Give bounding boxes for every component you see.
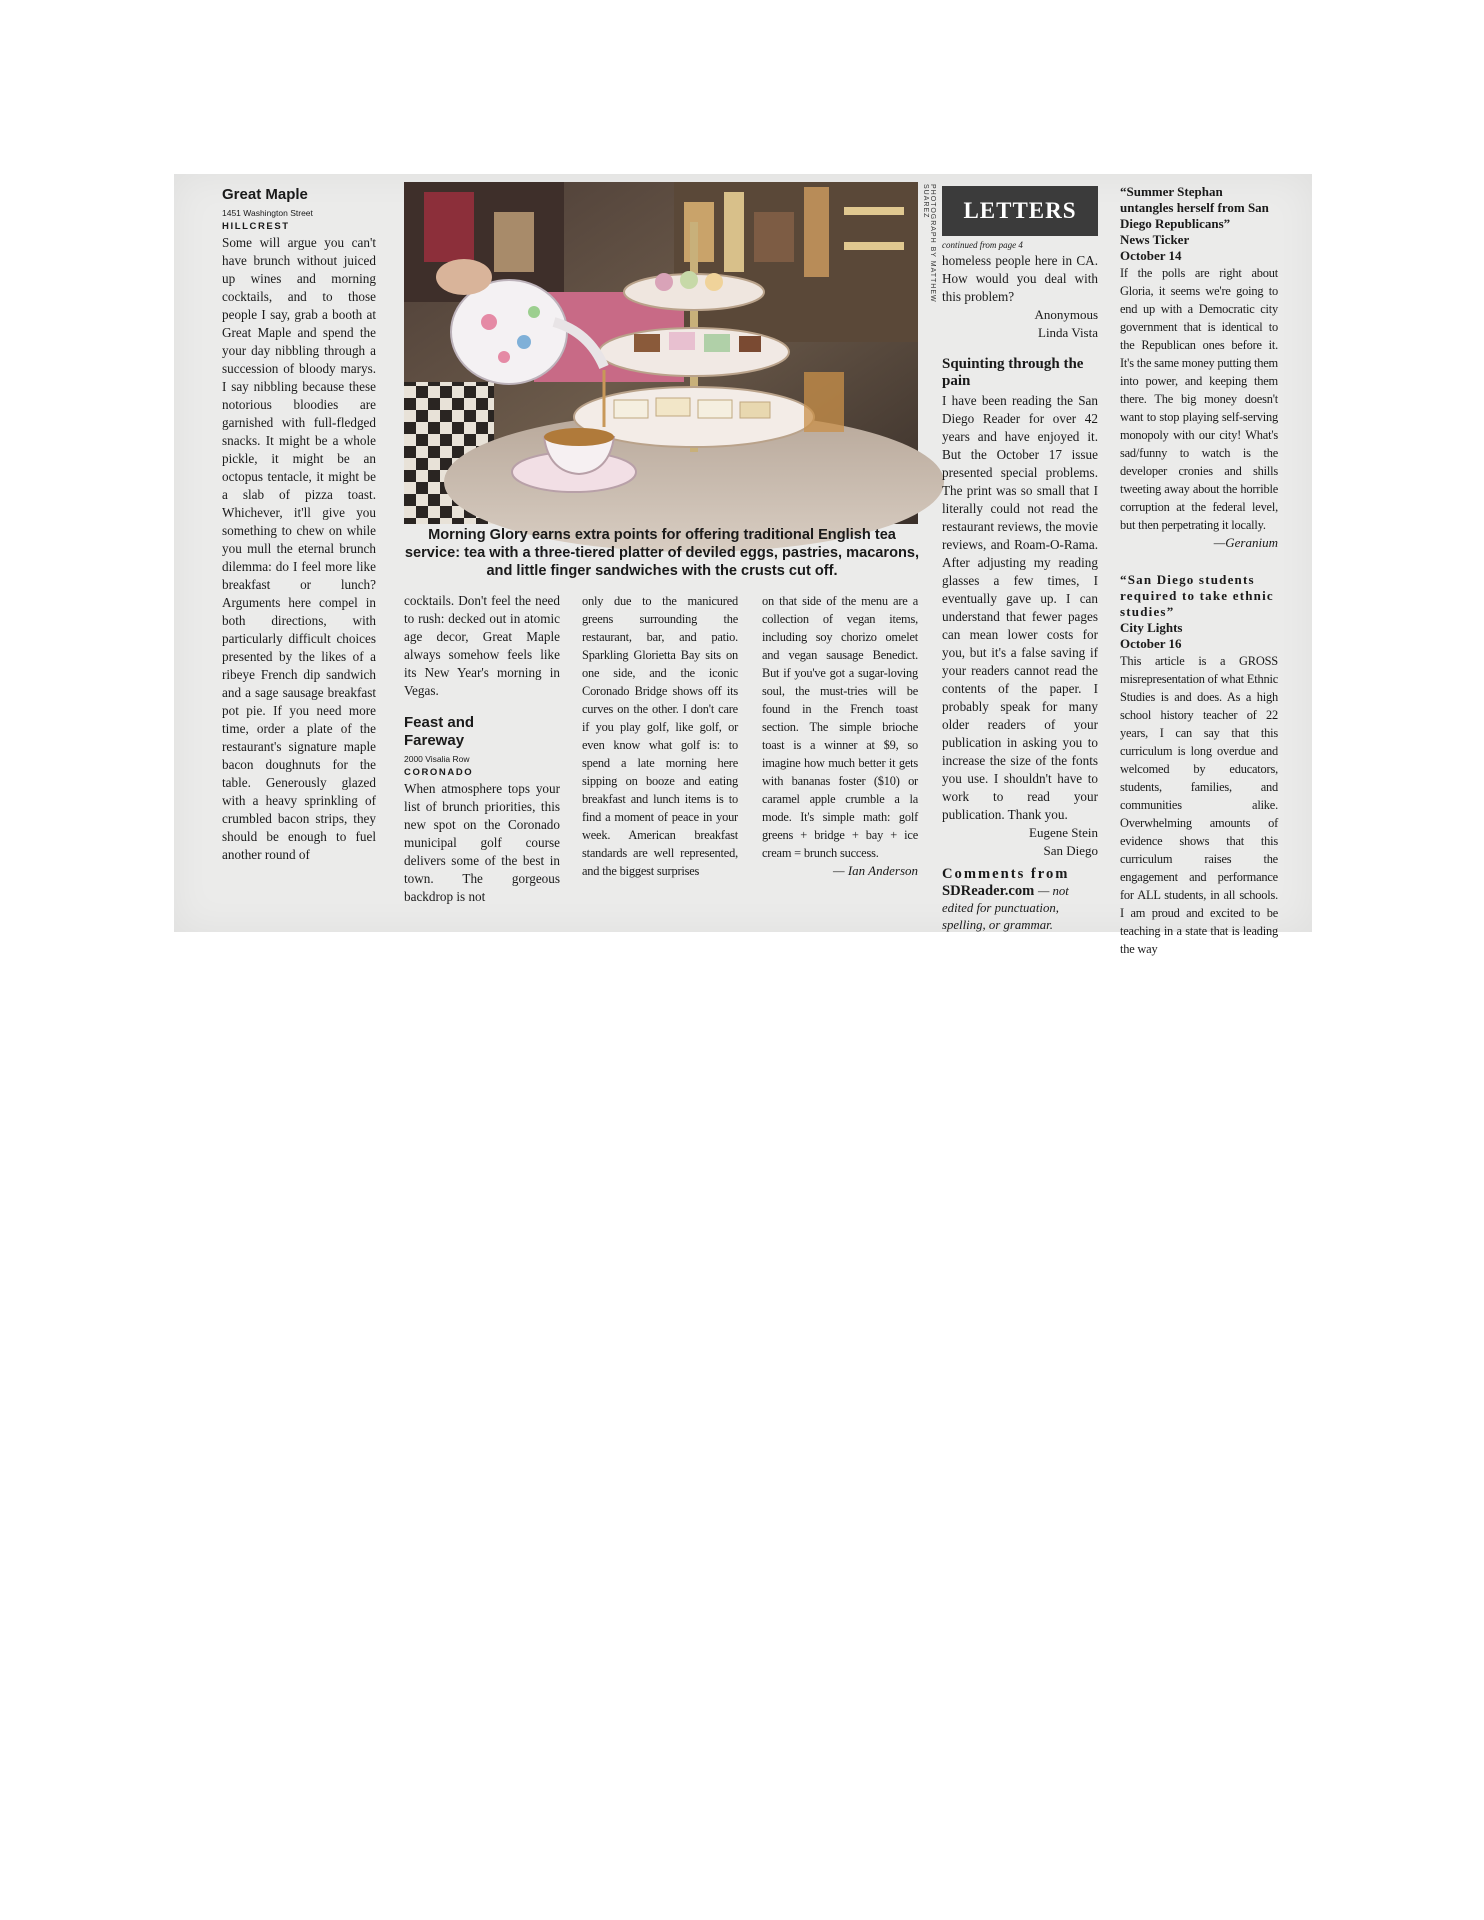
restaurant-heading: Great Maple [222,186,308,203]
photo-caption: Morning Glory earns extra points for offering traditional English tea service: tea with a three-tiered platter of deviled eggs, pastries, macarons, and little finger sandwiches with the crusts cut off. [404,527,920,579]
comment-section: City Lights [1120,620,1183,635]
comments-title: Comments from [942,866,1070,882]
restaurant-neighborhood: CORONADO [404,767,474,778]
newspaper-clipping [174,174,1312,956]
letter-text: I have been reading the San Diego Reader for over 42 years and have enjoyed it. But the October 17 issue presented special problems. The print was so small that I literally could not read the restaurant reviews, the movie reviews, and Roam-O-Rama. After adjusting my reading glasses a few times, I eventually gave up. I can understand that fewer pages can mean lower costs for you, but it's a false saving if your readers cannot read the contents of the paper. I probably speak for many older readers of your publication in asking you to increase the size of the fonts you use. I shouldn't have to work to read your publication. Thank you. [942,393,1098,822]
tea-service-photo [404,182,918,524]
letter-location: San Diego [1043,843,1098,858]
restaurant-address: 2000 Visalia Row [404,754,470,764]
comments-header [942,866,1098,934]
restaurant-heading: Feast and Fareway [404,714,475,749]
comments-site: SDReader.com [942,883,1035,899]
column-feast-and-fareway [404,592,560,932]
letter-heading: Squinting through the pain [942,356,1084,389]
restaurant-address: 1451 Washington Street [222,208,313,218]
column-comments [1120,184,1278,956]
column-letters [942,186,1098,932]
continued-note: continued from page 4 [942,240,1023,250]
comment-text: If the polls are right about Gloria, it seems we're going to end up with a Democratic city government that is identical to the Republican ones before it. It's the same money putting them into power, and keeping them there. The big money doesn't want to stop playing self-serving monopoly with our city! What's sad/funny to watch is the developer cronies and shills tweeting away about the horrible corruption at the federal level, but then perpetrating it locally. [1120,266,1278,532]
letter-location: Linda Vista [1038,325,1098,340]
comment-date: October 14 [1120,248,1182,263]
photo-credit: PHOTOGRAPH BY MATTHEW SUAREZ [922,184,936,303]
article-text: Some will argue you can't have brunch without juiced up wines and morning cocktails, and to those people I say, grab a booth at Great Maple and spend the your day nibbling through a succession of bloody marys. I say nibbling because these notorious bloodies are garnished with full-fledged snacks. It might be a whole pickle, it might be an octopus tentacle, it might be a slab of pizza toast. Whichever, it'll give you something to chew on while you mull the eternal brunch dilemma: do I feel more like breakfast or lunch? Arguments here compel in both directions, with particularly difficult choices presented by the likes of a ribeye French dip sandwich and a sage sausage breakfast pot pie. If you need more time, order a plate of the restaurant's signature maple bacon doughnuts for the table. Generously glazed with a heavy sprinkling of crumbled bacon strips, they should be enough to fuel another round of [222,235,376,862]
comment-signature: —Geranium [1213,535,1278,550]
letters-banner: LETTERS [942,186,1098,236]
column-article-continued [582,592,738,932]
comment-article-title: “San Diego students required to take ethnic studies” [1120,572,1274,619]
comment-date: October 16 [1120,636,1182,651]
article-text: on that side of the menu are a collection of vegan items, including soy chorizo omelet and vegan sausage Benedict. But if you've got a sugar-loving soul, the must-tries will be found in the French toast section. The simple brioche toast is a winner at $9, so imagine how much better it gets with bananas foster ($10) or caramel apple crumble a la mode. It's simple math: golf greens + bridge + bay + ice cream = brunch success. [762,594,918,860]
article-text: When atmosphere tops your list of brunch priorities, this new spot on the Coronado municipal golf course delivers some of the best in town. The gorgeous backdrop is not [404,781,560,904]
article-text: only due to the manicured greens surrounding the restaurant, bar, and patio. Sparkling Glorietta Bay sits on one side, and the iconic Coronado Bridge shows off its curves on the other. I don't care if you play golf, like golf, or even know what golf is: to spend a late morning here sipping on booze and eating breakfast and lunch items is to find a moment of peace in your week. American breakfast standards are well represented, and the biggest surprises [582,594,738,878]
comment-article-title: “Summer Stephan untangles herself from San Diego Republicans” [1120,184,1269,231]
column-great-maple [222,186,376,932]
comment-text: This article is a GROSS misrepresentation of what Ethnic Studies is and does. As a high school history teacher of 22 years, I can say that this curriculum is long overdue and welcomed by educators, students, families, and communities alike. Overwhelming amounts of evidence shows that this curriculum raises the engagement and performance for ALL students, in all schools. I am proud and excited to be teaching in a state that is leading the way [1120,654,1278,956]
letter-text: homeless people here in CA. How would you deal with this problem? [942,253,1098,304]
article-text: cocktails. Don't feel the need to rush: decked out in atomic age decor, Great Maple always somehow feels like its New Year's morning in Vegas. [404,593,560,698]
column-article-end [762,592,918,932]
letter-signature: Anonymous [1034,307,1098,322]
comments-note: — not edited for punctuation, spelling, or grammar. [942,884,1069,932]
article-byline: — Ian Anderson [833,863,918,878]
comment-section: News Ticker [1120,232,1190,247]
letter-signature: Eugene Stein [1029,825,1098,840]
restaurant-neighborhood: HILLCREST [222,221,290,232]
tea-service-photo-image [404,182,918,524]
